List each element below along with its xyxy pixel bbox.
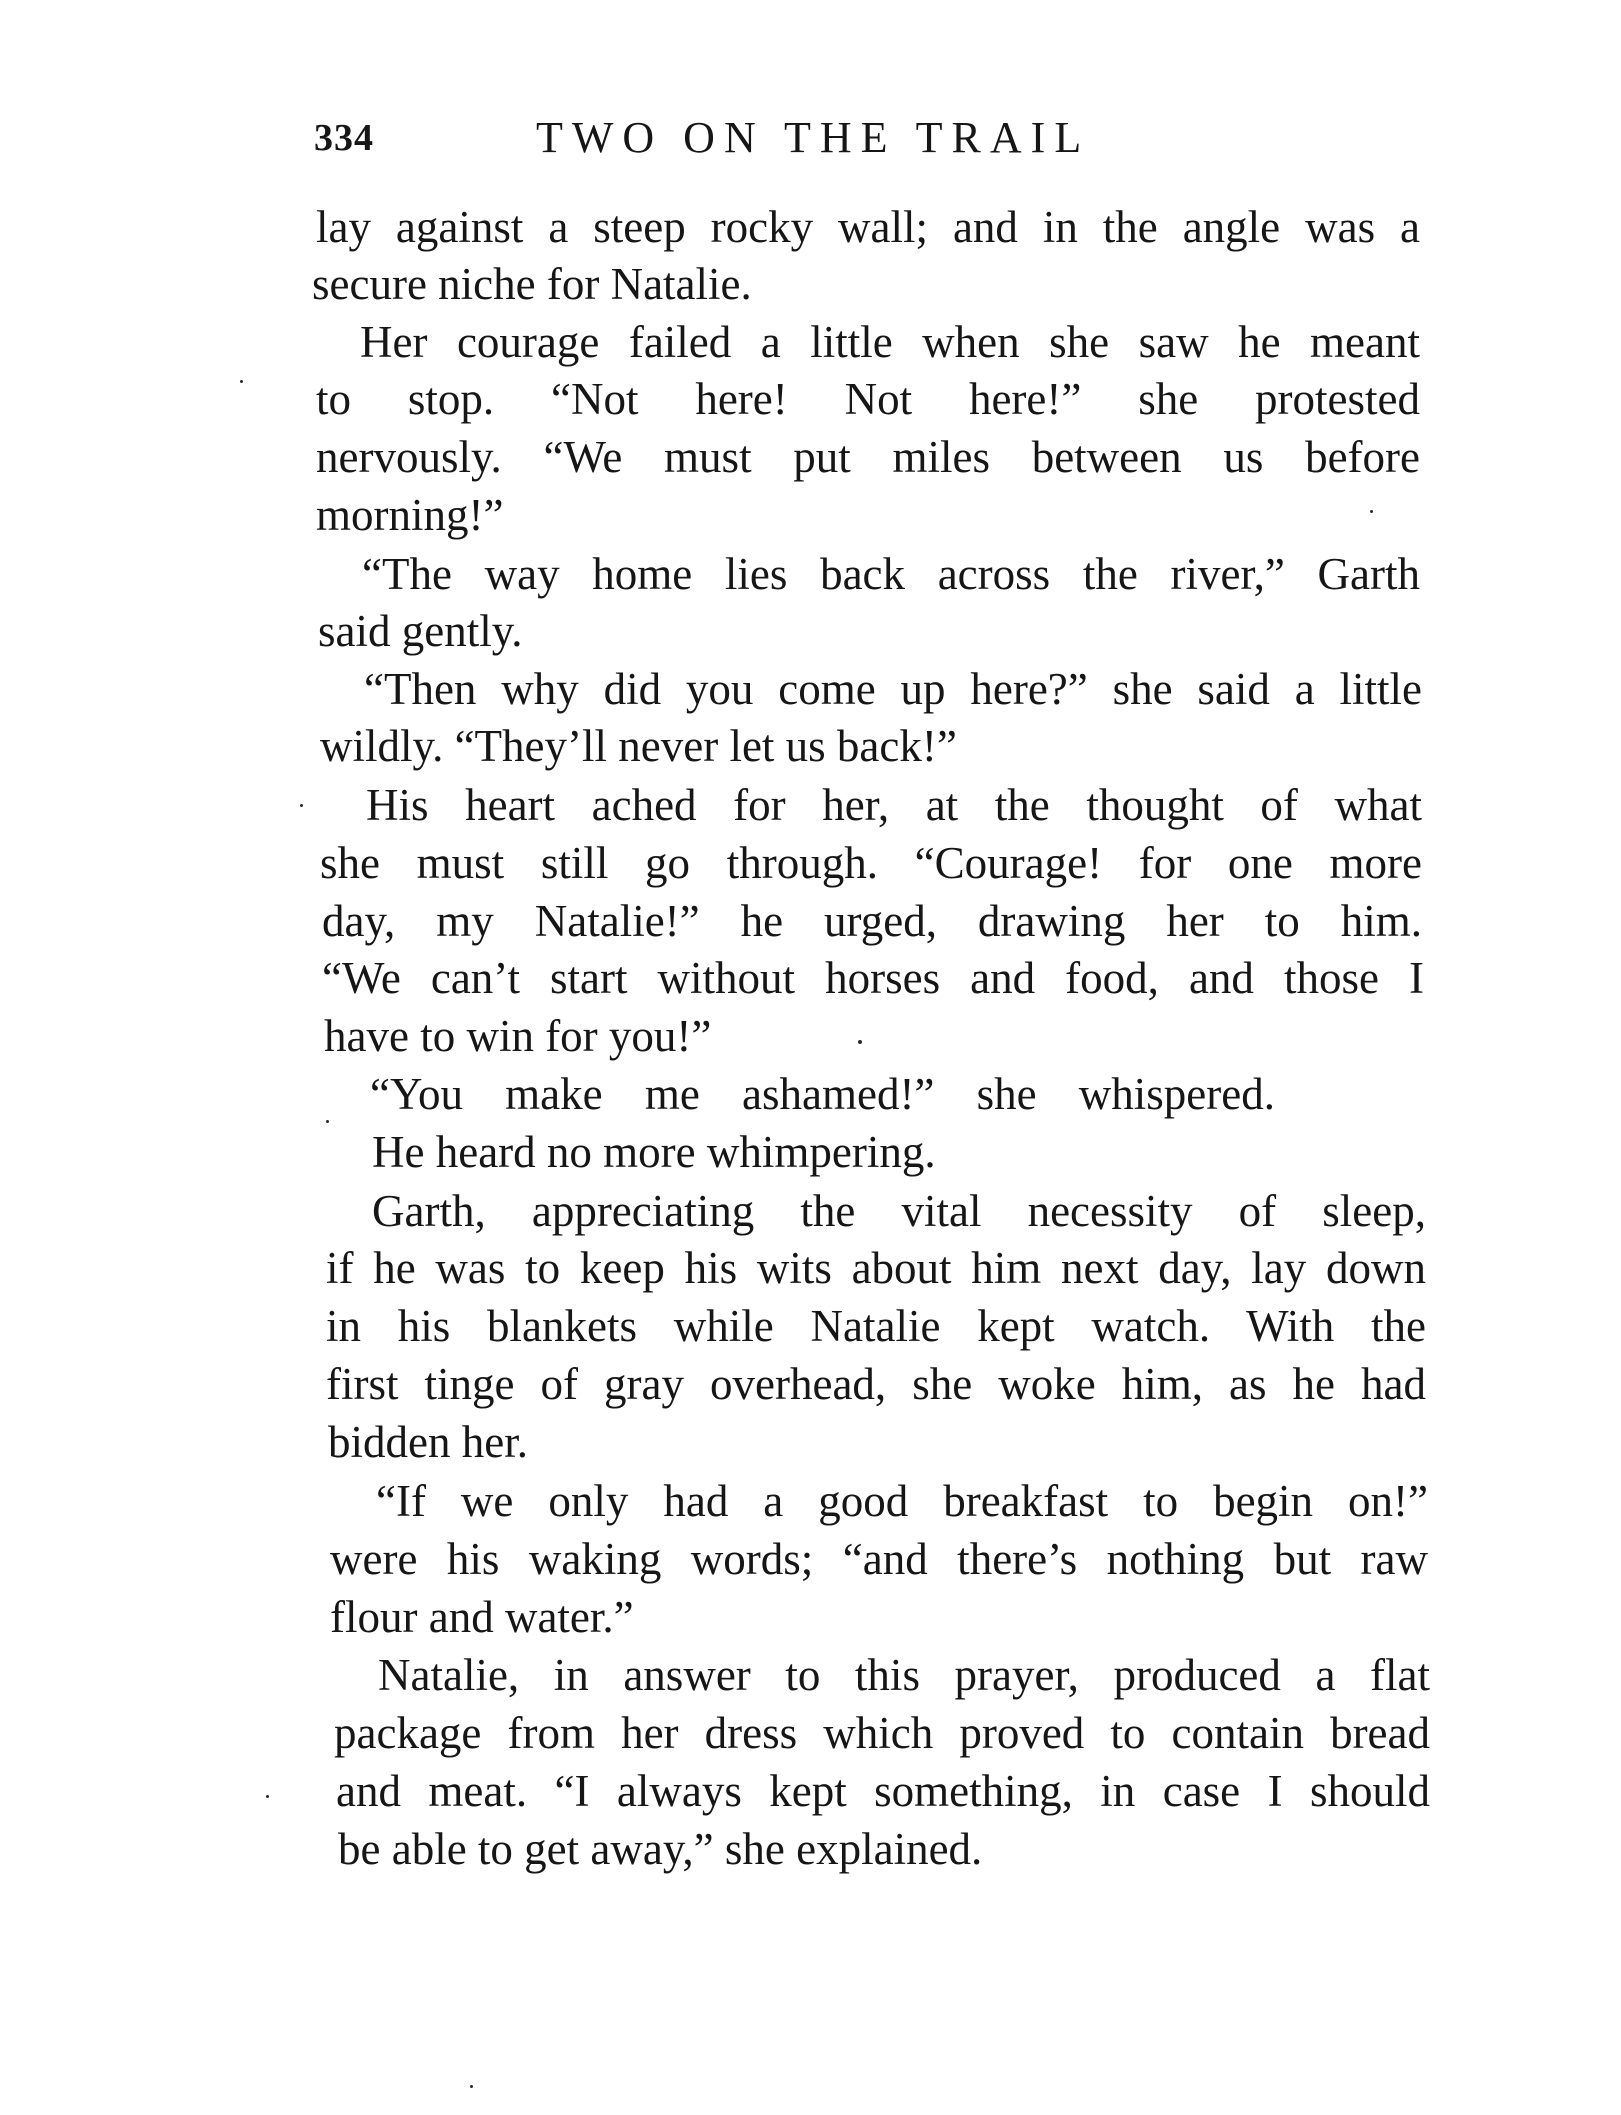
text-line: “If we only had a good breakfast to begin on!” xyxy=(376,1476,1428,1526)
text-line: bidden her. xyxy=(328,1417,528,1467)
page-number: 334 xyxy=(314,117,374,159)
scan-speck xyxy=(266,1795,269,1798)
text-line: “Then why did you come up here?” she said a little xyxy=(364,664,1422,714)
text-line: first tinge of gray overhead, she woke him, as he had xyxy=(326,1359,1426,1409)
text-line: Natalie, in answer to this prayer, produced a flat xyxy=(378,1650,1430,1700)
text-line: secure niche for Natalie. xyxy=(312,259,752,309)
text-line: “You make me ashamed!” she whispered. xyxy=(370,1069,1275,1119)
text-line: Her courage failed a little when she saw he meant xyxy=(360,317,1420,367)
text-line: said gently. xyxy=(318,606,523,656)
text-line: if he was to keep his wits about him next day, lay down xyxy=(326,1243,1426,1293)
scan-speck xyxy=(300,804,303,807)
scan-speck xyxy=(326,1120,329,1123)
text-line: have to win for you!” xyxy=(324,1011,712,1061)
scan-speck xyxy=(470,2085,473,2088)
running-title: TWO ON THE TRAIL xyxy=(536,113,1091,162)
text-line: morning!” xyxy=(316,490,504,540)
text-line: Garth, appreciating the vital necessity of sleep, xyxy=(372,1186,1426,1236)
running-head xyxy=(314,112,1414,172)
text-line: “We can’t start without horses and food, and those I xyxy=(322,953,1424,1003)
scan-speck xyxy=(1370,510,1373,513)
text-line: to stop. “Not here! Not here!” she protested xyxy=(316,374,1420,424)
text-line: flour and water.” xyxy=(330,1592,634,1642)
text-line: nervously. “We must put miles between us before xyxy=(316,432,1420,482)
scan-speck xyxy=(240,380,243,383)
text-line: package from her dress which proved to contain bread xyxy=(334,1708,1430,1758)
text-line: “The way home lies back across the river,” Garth xyxy=(362,549,1420,599)
text-line: in his blankets while Natalie kept watch. With the xyxy=(326,1301,1426,1351)
text-line: day, my Natalie!” he urged, drawing her to him. xyxy=(322,896,1422,946)
text-line: be able to get away,” she explained. xyxy=(338,1824,983,1874)
text-line: He heard no more whimpering. xyxy=(372,1127,936,1177)
text-line: were his waking words; “and there’s nothing but raw xyxy=(330,1534,1428,1584)
text-line: she must still go through. “Courage! for one more xyxy=(320,838,1422,888)
text-line: and meat. “I always kept something, in case I should xyxy=(336,1766,1430,1816)
text-line: wildly. “They’ll never let us back!” xyxy=(320,721,957,771)
text-line: lay against a steep rocky wall; and in the angle was a xyxy=(316,202,1420,252)
text-line: His heart ached for her, at the thought of what xyxy=(366,780,1422,830)
scan-speck xyxy=(858,1040,862,1044)
